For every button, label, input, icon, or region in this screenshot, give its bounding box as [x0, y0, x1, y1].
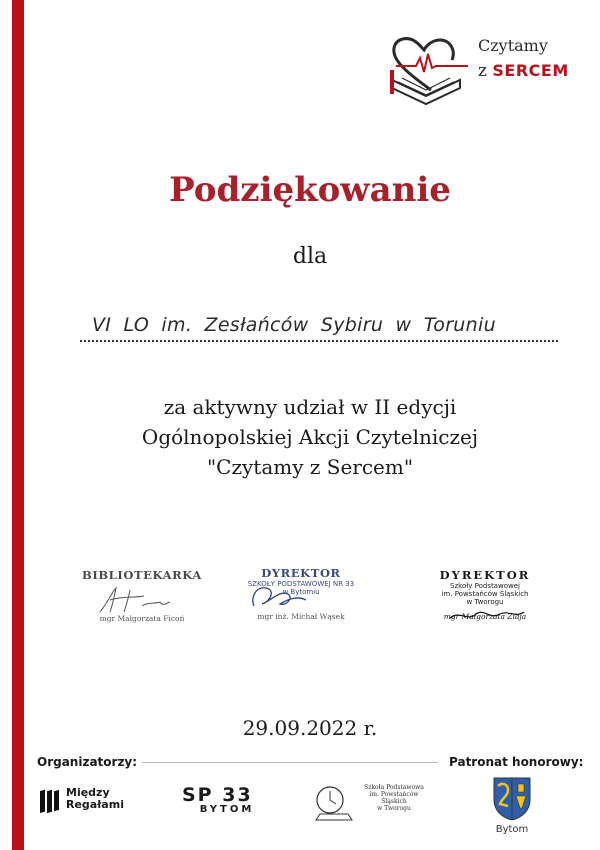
logo-text-z: z	[478, 61, 493, 81]
school-line-2: im. Powstańców Śląskich	[369, 791, 419, 805]
librarian-role: BIBLIOTEKARKA	[82, 568, 202, 582]
for-word: dla	[292, 244, 328, 269]
director2-name: mgr Małgorzata Ziaja	[443, 612, 527, 621]
organizers-label: Organizatorzy:	[37, 755, 138, 769]
signature-librarian	[82, 568, 202, 628]
director2-signature-scribble	[420, 606, 550, 626]
school-tworog-text	[356, 784, 432, 812]
logo-text-sercem: SERCEM	[492, 61, 569, 80]
certificate-body	[0, 392, 600, 482]
patron-label: Patronat honorowy:	[449, 755, 584, 769]
director1-name: mgr inż. Michał Wąsek	[257, 612, 345, 621]
recipient-name: VI LO im. Zesłańców Sybiru w Toruniu	[92, 314, 496, 336]
certificate-title: Podziękowanie	[169, 170, 451, 210]
coat-of-arms-icon	[492, 776, 532, 820]
recipient-line	[80, 314, 558, 344]
sp33-bytom-logo	[182, 786, 272, 820]
body-line-1: za aktywny udział w II edycji	[163, 395, 457, 419]
director2-role: DYREKTOR	[439, 568, 531, 582]
school-tworog-logo	[312, 780, 430, 826]
director1-role: DYREKTOR	[261, 566, 341, 580]
sp33-top-text: SP 33	[182, 784, 253, 806]
director1-stamp-line1: SZKOŁY PODSTAWOWEJ NR 33	[247, 580, 355, 588]
school-line-3: w Tworogu	[377, 805, 411, 812]
director1-stamp-line2: w Bytomiu	[282, 588, 320, 596]
bytom-label: Bytom	[495, 824, 529, 835]
director1-signature-scribble	[236, 580, 366, 610]
signature-director-tworog	[420, 568, 550, 636]
librarian-signature-scribble	[82, 582, 202, 616]
miedzy-regalami-logo	[40, 785, 150, 821]
books-icon	[40, 785, 62, 815]
sp33-bottom-text: BYTOM	[199, 804, 255, 815]
logo-text-czytamy: Czytamy	[478, 36, 548, 55]
director2-stamp-line1: Szkoły Podstawowej	[450, 582, 520, 590]
school-line-1: Szkoła Podstawowa	[364, 784, 424, 791]
footer-divider	[142, 762, 438, 763]
body-line-2: Ogólnopolskiej Akcji Czytelniczej	[141, 425, 479, 449]
clock-tower-icon	[312, 780, 354, 824]
mr-line-2: Regałami	[66, 798, 124, 811]
dotted-underline	[80, 340, 558, 342]
librarian-name: mgr Małgorzata Ficoń	[99, 614, 185, 623]
body-line-3: "Czytamy z Sercem"	[206, 455, 414, 479]
director2-stamp-line3: w Tworogu	[466, 598, 504, 606]
director2-stamp-line2: im. Powstańców Śląskich	[441, 590, 529, 598]
logo-text-z-sercem	[478, 61, 569, 81]
bytom-coat-of-arms	[490, 776, 534, 836]
mr-line-1: Między	[66, 786, 110, 799]
issue-date: 29.09.2022 r.	[242, 716, 378, 740]
miedzy-regalami-text	[66, 787, 124, 811]
signature-director-sp33	[236, 566, 366, 642]
